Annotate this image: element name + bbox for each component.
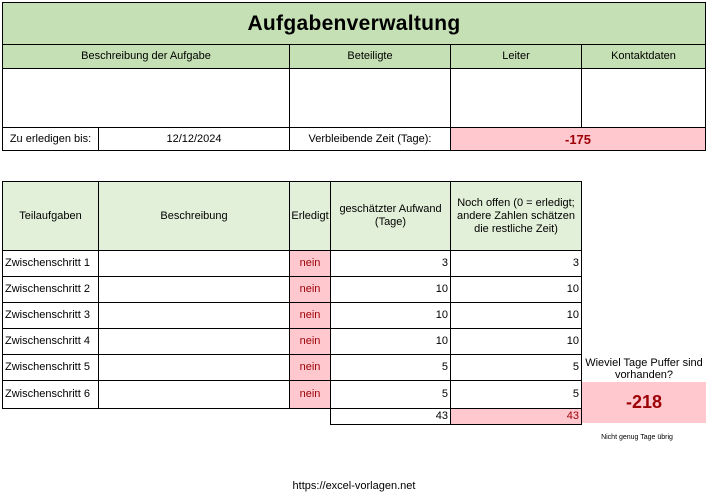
subtask-name[interactable]: Zwischenschritt 2 (2, 276, 99, 303)
subtask-open[interactable]: 10 (450, 328, 582, 355)
subtask-name[interactable]: Zwischenschritt 1 (2, 250, 99, 277)
subtask-name[interactable]: Zwischenschritt 6 (2, 380, 99, 409)
subtask-description[interactable] (98, 276, 290, 303)
leader-cell[interactable] (450, 68, 582, 128)
subtask-done[interactable]: nein (289, 302, 331, 329)
subtask-done[interactable]: nein (289, 380, 331, 409)
subtask-description[interactable] (98, 328, 290, 355)
subtask-open[interactable]: 5 (450, 354, 582, 381)
subtask-header-description: Beschreibung (98, 181, 290, 251)
buffer-question: Wieviel Tage Puffer sind vorhanden? (585, 357, 703, 381)
remaining-time-value: -175 (450, 127, 706, 151)
contact-cell[interactable] (581, 68, 706, 128)
total-effort: 43 (330, 408, 451, 425)
deadline-date[interactable]: 12/12/2024 (98, 127, 290, 151)
page-title: Aufgabenverwaltung (2, 2, 706, 45)
subtask-header-open: Noch offen (0 = erledigt; andere Zahlen schätzen die restliche Zeit) (450, 181, 582, 251)
subtask-done[interactable]: nein (289, 276, 331, 303)
subtask-open[interactable]: 10 (450, 302, 582, 329)
subtask-header-effort: geschätzter Aufwand (Tage) (330, 181, 451, 251)
total-open: 43 (450, 408, 582, 425)
subtask-effort[interactable]: 10 (330, 276, 451, 303)
subtask-open[interactable]: 10 (450, 276, 582, 303)
subtask-header-task: Teilaufgaben (2, 181, 99, 251)
subtask-effort[interactable]: 10 (330, 302, 451, 329)
remaining-time-label: Verbleibende Zeit (Tage): (289, 127, 451, 151)
subtask-open[interactable]: 3 (450, 250, 582, 277)
subtask-done[interactable]: nein (289, 354, 331, 381)
column-header-participants: Beteiligte (289, 44, 451, 69)
subtask-effort[interactable]: 5 (330, 354, 451, 381)
subtask-name[interactable]: Zwischenschritt 4 (2, 328, 99, 355)
subtask-effort[interactable]: 3 (330, 250, 451, 277)
deadline-label: Zu erledigen bis: (2, 127, 99, 151)
subtask-open[interactable]: 5 (450, 380, 582, 409)
subtask-description[interactable] (98, 250, 290, 277)
subtask-done[interactable]: nein (289, 328, 331, 355)
column-header-description: Beschreibung der Aufgabe (2, 44, 290, 69)
subtask-description[interactable] (98, 302, 290, 329)
task-description-cell[interactable] (2, 68, 290, 128)
column-header-contact: Kontaktdaten (581, 44, 706, 69)
subtask-header-done: Erledigt (289, 181, 331, 251)
subtask-effort[interactable]: 5 (330, 380, 451, 409)
subtask-description[interactable] (98, 380, 290, 409)
column-header-leader: Leiter (450, 44, 582, 69)
subtask-effort[interactable]: 10 (330, 328, 451, 355)
buffer-note: Nicht genug Tage übrig (601, 434, 673, 441)
participants-cell[interactable] (289, 68, 451, 128)
footer-link[interactable]: https://excel-vorlagen.net (292, 480, 416, 492)
buffer-value: -218 (582, 382, 706, 423)
subtask-description[interactable] (98, 354, 290, 381)
subtask-name[interactable]: Zwischenschritt 3 (2, 302, 99, 329)
subtask-name[interactable]: Zwischenschritt 5 (2, 354, 99, 381)
subtask-done[interactable]: nein (289, 250, 331, 277)
